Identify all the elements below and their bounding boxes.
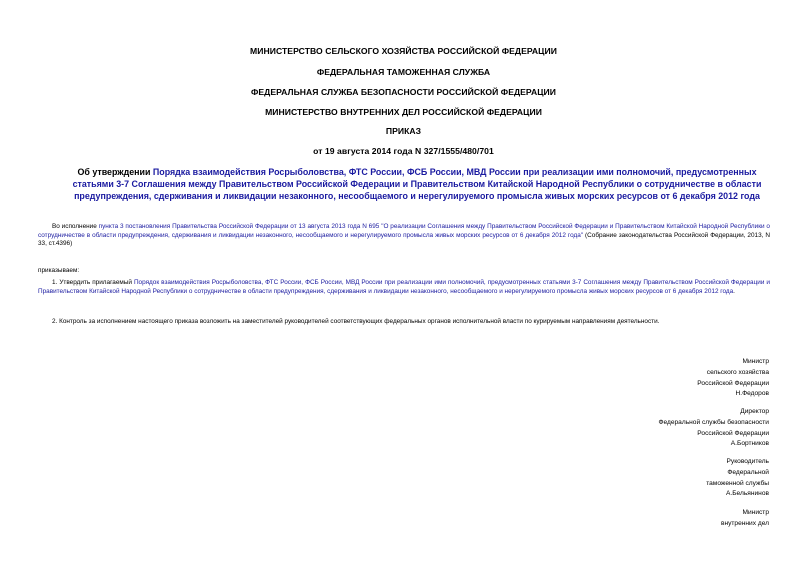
signature-line: Российской Федерации xyxy=(697,379,769,387)
document-title xyxy=(60,167,774,202)
signature-agriculture-minister xyxy=(469,357,769,400)
signature-line: Федеральной службы безопасности xyxy=(658,418,769,426)
signature-line: Федеральной xyxy=(727,468,769,476)
signature-line: сельского хозяйства xyxy=(706,368,769,376)
signature-name: А.Бельянинов xyxy=(726,490,769,498)
header-security-service: ФЕДЕРАЛЬНАЯ СЛУЖБА БЕЗОПАСНОСТИ РОССИЙСКОЙ ФЕДЕРАЦИИ xyxy=(250,87,556,97)
item-1-suffix: . xyxy=(733,287,735,295)
signature-customs-head xyxy=(469,457,769,500)
signature-line: Руководитель xyxy=(726,458,769,465)
title-link[interactable]: Порядка взаимодействия Росрыболовства, ФТС России, ФСБ России, МВД России при реализации ими полномочий, предусмотренных статьями 3-7 Соглашения между Правительством Российской Федерации и Правительством Китайской Народной Республики о сотрудничестве в области предупреждения, сдерживания и ликвидации незаконного, несообщаемого и нерегулируемого промысла живых морских ресурсов от 6 декабря 2012 года xyxy=(72,167,762,201)
header-customs-service: ФЕДЕРАЛЬНАЯ ТАМОЖЕННАЯ СЛУЖБА xyxy=(316,67,491,77)
header-interior-ministry: МИНИСТЕРСТВО ВНУТРЕННИХ ДЕЛ РОССИЙСКОЙ ФЕДЕРАЦИИ xyxy=(265,107,542,117)
signature-name: А.Бортников xyxy=(730,440,769,448)
preamble-suffix: (Собрание законодательства Российской Федерации, 2013, N 33, ст.4396) xyxy=(38,231,770,248)
header-order-word: ПРИКАЗ xyxy=(385,126,422,136)
signature-line: Российской Федерации xyxy=(697,429,769,437)
signature-name: Н.Федоров xyxy=(735,390,769,398)
signature-interior-minister xyxy=(469,508,769,530)
preamble-paragraph xyxy=(38,223,770,249)
signature-line: таможенной службы xyxy=(706,479,769,487)
signature-line: Директор xyxy=(740,408,769,415)
item-1-paragraph xyxy=(38,279,770,296)
item-1-prefix: 1. Утвердить прилагаемый xyxy=(52,279,134,286)
title-prefix: Об утверждении xyxy=(77,167,153,177)
header-order-date: от 19 августа 2014 года N 327/1555/480/701 xyxy=(313,146,494,156)
signature-line: Министр xyxy=(742,509,769,516)
preamble-prefix: Во исполнение xyxy=(52,223,99,230)
signature-line: внутренних дел xyxy=(720,519,769,527)
preamble-link[interactable]: пункта 3 постановления Правительства Российской Федерации от 13 августа 2013 года N 695 "О реализации Соглашения между Правительством Российской Федерации и Правительством Китайской Народной Республики о сотрудничестве в области предупреждения, сдерживания и ликвидации незаконного, несообщаемого и нерегулируемого промысла живых морских ресурсов от 6 декабря 2012 года" xyxy=(38,223,770,239)
item-1-link[interactable]: Порядок взаимодействия Росрыболовства, ФТС России, ФСБ России, МВД России при реализации ими полномочий, предусмотренных статьями 3-7 Соглашения между Правительством Российской Федерации и Правительством Китайской Народной Республики о сотрудничестве в области предупреждения, сдерживания и ликвидации незаконного, несообщаемого и нерегулируемого промысла живых морских ресурсов от 6 декабря 2012 года xyxy=(38,279,770,295)
signature-fsb-director xyxy=(469,407,769,450)
header-ministry-agriculture: МИНИСТЕРСТВО СЕЛЬСКОГО ХОЗЯЙСТВА РОССИЙСКОЙ ФЕДЕРАЦИИ xyxy=(250,46,557,56)
order-word: приказываем: xyxy=(38,267,80,274)
item-2-paragraph: 2. Контроль за исполнением настоящего приказа возложить на заместителей руководителей соответствующих федеральных органов исполнительной власти по курируемым направлениям деятельности. xyxy=(52,318,660,325)
signature-line: Министр xyxy=(742,358,769,365)
